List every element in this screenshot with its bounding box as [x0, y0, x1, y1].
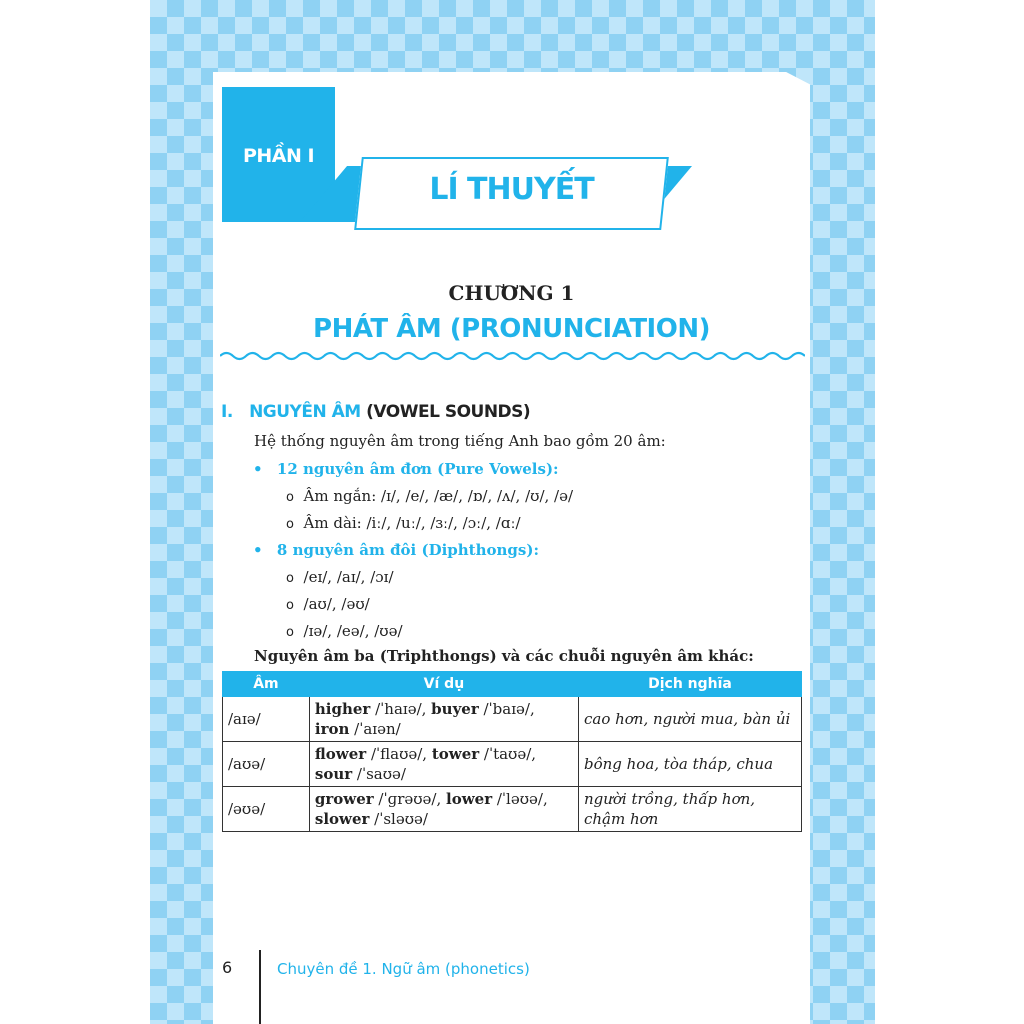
circle-marker: o	[286, 625, 294, 640]
example-word: higher	[314, 700, 371, 718]
table-row	[223, 697, 802, 742]
list-item-text: Âm ngắn: /ɪ/, /e/, /æ/, /ɒ/, /ʌ/, /ʊ/, /ə/	[303, 487, 574, 505]
circle-marker: o	[286, 598, 294, 613]
example-ipa: /ˈtaʊə/,	[479, 745, 537, 763]
chapter-title: PHÁT ÂM (PRONUNCIATION)	[313, 314, 710, 344]
example-ipa: /ˈsləʊə/	[369, 810, 428, 828]
triphthong-table	[222, 671, 802, 832]
part-label: PHẦN I	[242, 145, 315, 167]
page-number: 6	[222, 958, 233, 977]
section-number: I.	[221, 402, 233, 422]
list-item-text: Âm dài: /iː/, /uː/, /ɜː/, /ɔː/, /ɑː/	[303, 514, 521, 532]
circle-marker: o	[286, 490, 294, 505]
example-ipa: /ˈləʊə/,	[492, 790, 548, 808]
footer-title: Chuyên đề 1. Ngữ âm (phonetics)	[277, 960, 530, 978]
table-header: Ví dụ	[309, 672, 578, 697]
bullet-diphthongs	[253, 541, 539, 559]
section-heading-black: (VOWEL SOUNDS)	[366, 402, 531, 422]
bullet-pure-vowels	[253, 460, 559, 478]
example-ipa: /ˈbaɪə/,	[478, 700, 535, 718]
sound-cell: /aɪə/	[223, 697, 310, 742]
example-word: slower	[314, 810, 370, 828]
list-item-text: /eɪ/, /aɪ/, /ɔɪ/	[303, 568, 394, 586]
circle-marker: o	[286, 571, 294, 586]
bullet-label: 8 nguyên âm đôi (Diphthongs):	[276, 541, 539, 559]
example-cell	[309, 742, 578, 787]
list-item	[286, 568, 394, 586]
table-row	[223, 742, 802, 787]
section-heading-blue: NGUYÊN ÂM	[249, 402, 361, 422]
example-ipa: /ˈhaɪə/,	[370, 700, 432, 718]
footer-divider	[259, 950, 261, 1024]
example-word: sour	[314, 765, 353, 783]
example-word: buyer	[431, 700, 479, 718]
chapter-number: CHƯƠNG 1	[448, 281, 575, 305]
bullet-marker: •	[253, 541, 263, 559]
table-header-row	[223, 672, 802, 697]
list-item	[286, 487, 573, 505]
bullet-marker: •	[253, 460, 263, 478]
example-cell	[309, 787, 578, 832]
example-ipa: /ˈaɪən/	[349, 720, 401, 738]
example-word: flower	[314, 745, 367, 763]
example-word: iron	[314, 720, 350, 738]
example-cell	[309, 697, 578, 742]
example-ipa: /ˈɡrəʊə/,	[373, 790, 447, 808]
bullet-label: 12 nguyên âm đơn (Pure Vowels):	[276, 460, 559, 478]
example-word: tower	[431, 745, 480, 763]
example-word: grower	[314, 790, 374, 808]
part-title: LÍ THUYẾT	[429, 172, 594, 207]
section-intro: Hệ thống nguyên âm trong tiếng Anh bao gồm 20 âm:	[254, 432, 666, 450]
meaning-cell: bông hoa, tòa tháp, chua	[578, 742, 801, 787]
list-item-text: /aʊ/, /əʊ/	[303, 595, 370, 613]
section-heading	[221, 402, 530, 422]
wave-divider	[220, 348, 805, 364]
example-word: lower	[446, 790, 493, 808]
sound-cell: /əʊə/	[223, 787, 310, 832]
list-item	[286, 595, 370, 613]
table-header: Âm	[223, 672, 310, 697]
list-item	[286, 622, 403, 640]
table-row	[223, 787, 802, 832]
example-ipa: /ˈflaʊə/,	[366, 745, 432, 763]
meaning-cell: người trồng, thấp hơn, chậm hơn	[578, 787, 801, 832]
list-item-text: /ɪə/, /eə/, /ʊə/	[303, 622, 403, 640]
sound-cell: /aʊə/	[223, 742, 310, 787]
list-item	[286, 514, 521, 532]
triphthong-heading: Nguyên âm ba (Triphthongs) và các chuỗi nguyên âm khác:	[254, 647, 754, 665]
example-ipa: /ˈsaʊə/	[352, 765, 406, 783]
meaning-cell: cao hơn, người mua, bàn ủi	[578, 697, 801, 742]
circle-marker: o	[286, 517, 294, 532]
table-header: Dịch nghĩa	[578, 672, 801, 697]
